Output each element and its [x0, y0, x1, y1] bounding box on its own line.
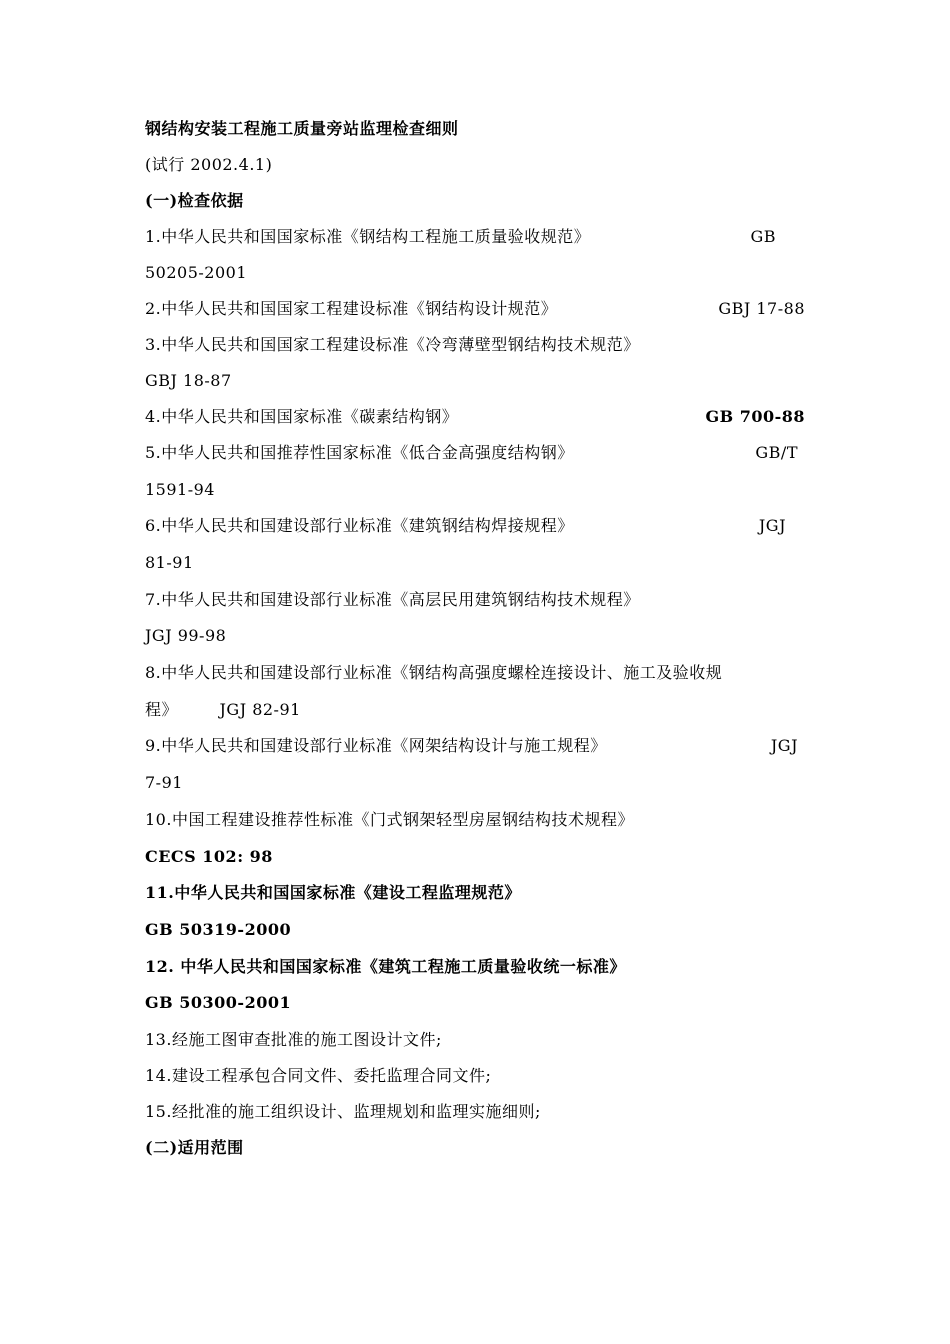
- item-continuation: GBJ 18-87: [145, 371, 232, 390]
- item-text: 1.中华人民共和国国家标准《钢结构工程施工质量验收规范》: [145, 227, 591, 246]
- item-code: GB 700-88: [705, 407, 805, 426]
- item-text: 5.中华人民共和国推荐性国家标准《低合金高强度结构钢》: [145, 443, 574, 462]
- list-item: [145, 878, 810, 908]
- item-continuation: 7-91: [145, 773, 183, 792]
- document-subtitle: (试行 2002.4.1): [145, 155, 273, 174]
- item-continuation: 81-91: [145, 553, 194, 572]
- list-item: [145, 1025, 810, 1055]
- list-item: [145, 402, 810, 432]
- list-item: [145, 952, 810, 982]
- list-item: [145, 438, 810, 468]
- list-item: [145, 731, 810, 761]
- item-text: 7.中华人民共和国建设部行业标准《高层民用建筑钢结构技术规程》: [145, 590, 640, 609]
- item-text: 15.经批准的施工组织设计、监理规划和监理实施细则;: [145, 1102, 541, 1121]
- item-text: 4.中华人民共和国国家标准《碳素结构钢》: [145, 407, 459, 426]
- list-item: [145, 511, 810, 541]
- list-item: [145, 294, 810, 324]
- item-text: 14.建设工程承包合同文件、委托监理合同文件;: [145, 1066, 492, 1085]
- item-text: 13.经施工图审查批准的施工图设计文件;: [145, 1030, 442, 1049]
- item-continuation: GB 50319-2000: [145, 920, 292, 939]
- list-item: [145, 222, 810, 252]
- list-item: [145, 1061, 810, 1091]
- list-item: [145, 585, 810, 615]
- item-continuation: 1591-94: [145, 480, 215, 499]
- item-text: 6.中华人民共和国建设部行业标准《建筑钢结构焊接规程》: [145, 516, 574, 535]
- list-item: [145, 805, 810, 835]
- item-code: GB: [750, 227, 776, 246]
- item-code: GBJ 17-88: [718, 299, 805, 318]
- item-text: 10.中国工程建设推荐性标准《门式钢架轻型房屋钢结构技术规程》: [145, 810, 634, 829]
- item-text: 3.中华人民共和国国家工程建设标准《冷弯薄壁型钢结构技术规范》: [145, 335, 640, 354]
- list-item: [145, 1097, 810, 1127]
- section-heading-scope: (二)适用范围: [145, 1138, 244, 1157]
- item-continuation: 程》 JGJ 82-91: [145, 700, 301, 719]
- item-code: GB/T: [755, 443, 798, 462]
- item-code: JGJ: [758, 516, 786, 535]
- item-continuation: JGJ 99-98: [145, 626, 227, 645]
- document-title: 钢结构安装工程施工质量旁站监理检查细则: [145, 119, 459, 138]
- list-item: [145, 330, 810, 360]
- list-item: [145, 658, 810, 688]
- item-continuation: 50205-2001: [145, 263, 248, 282]
- item-text: 11.中华人民共和国国家标准《建设工程监理规范》: [145, 883, 521, 902]
- item-text: 8.中华人民共和国建设部行业标准《钢结构高强度螺栓连接设计、施工及验收规: [145, 663, 723, 682]
- item-continuation: GB 50300-2001: [145, 993, 292, 1012]
- item-code: JGJ: [770, 736, 798, 755]
- item-continuation: CECS 102: 98: [145, 847, 273, 866]
- section-heading-basis: (一)检查依据: [145, 191, 244, 210]
- item-text: 9.中华人民共和国建设部行业标准《网架结构设计与施工规程》: [145, 736, 607, 755]
- item-text: 12. 中华人民共和国国家标准《建筑工程施工质量验收统一标准》: [145, 957, 626, 976]
- item-text: 2.中华人民共和国国家工程建设标准《钢结构设计规范》: [145, 299, 558, 318]
